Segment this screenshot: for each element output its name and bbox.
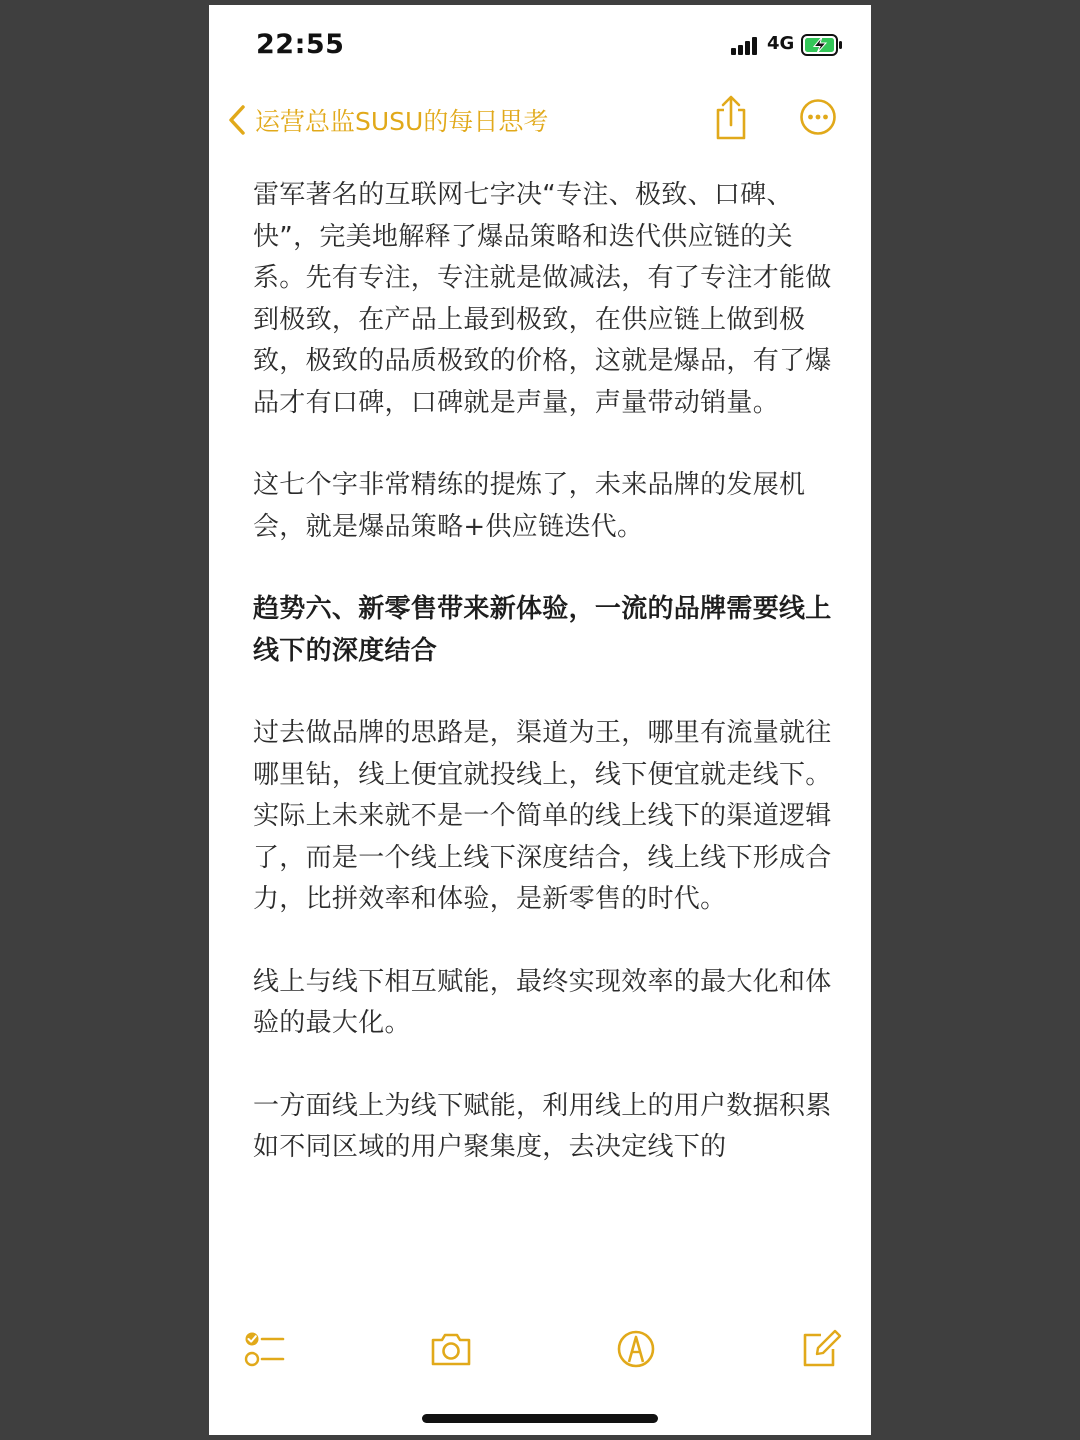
paragraph: 雷军著名的互联网七字决“专注、极致、口碑、快”，完美地解释了爆品策略和迭代供应链的关系。先有专注，专注就是做减法，有了专注才能做到极致，在产品上最到极致，在供应链上做到极致，极致的品质极致的价格，这就是爆品，有了爆品才有口碑，口碑就是声量，声量带动销量。: [253, 180, 832, 418]
paragraph: 线上与线下相互赋能，最终实现效率的最大化和体验的最大化。: [253, 966, 832, 1038]
more-icon[interactable]: [798, 97, 838, 137]
navigation-bar: [209, 85, 871, 155]
markup-icon[interactable]: [614, 1327, 658, 1371]
paragraph: 过去做品牌的思路是，渠道为王，哪里有流量就往哪里钻，线上便宜就投线上，线下便宜就走线下。实际上未来就不是一个简单的线上线下的渠道逻辑了，而是一个线上线下深度结合，线上线下形成合力，比拼效率和体验，是新零售的时代。: [253, 718, 832, 914]
signal-icon: [731, 35, 761, 55]
paragraph: 这七个字非常精练的提炼了，未来品牌的发展机会，就是爆品策略+供应链迭代。: [253, 470, 806, 542]
checklist-icon[interactable]: [243, 1327, 287, 1371]
back-button[interactable]: [227, 97, 548, 143]
phone-screen: [209, 5, 871, 1435]
note-body[interactable]: [253, 175, 833, 1210]
status-time: 22:55: [256, 29, 345, 60]
camera-icon[interactable]: [429, 1327, 473, 1371]
network-type: 4G: [767, 33, 795, 54]
bottom-toolbar: [209, 1315, 871, 1385]
share-icon[interactable]: [711, 95, 751, 141]
battery-charging-icon: [801, 34, 843, 56]
status-bar: [209, 5, 871, 85]
back-title: 运营总监SUSU的每日思考: [255, 107, 549, 136]
paragraph: 一方面线上为线下赋能，利用线上的用户数据积累如不同区域的用户聚集度，去决定线下的: [253, 1090, 832, 1162]
home-indicator[interactable]: [422, 1414, 658, 1423]
chevron-left-icon: [227, 104, 247, 136]
compose-icon[interactable]: [799, 1327, 843, 1371]
section-heading: 趋势六、新零售带来新体验，一流的品牌需要线上线下的深度结合: [253, 594, 832, 666]
